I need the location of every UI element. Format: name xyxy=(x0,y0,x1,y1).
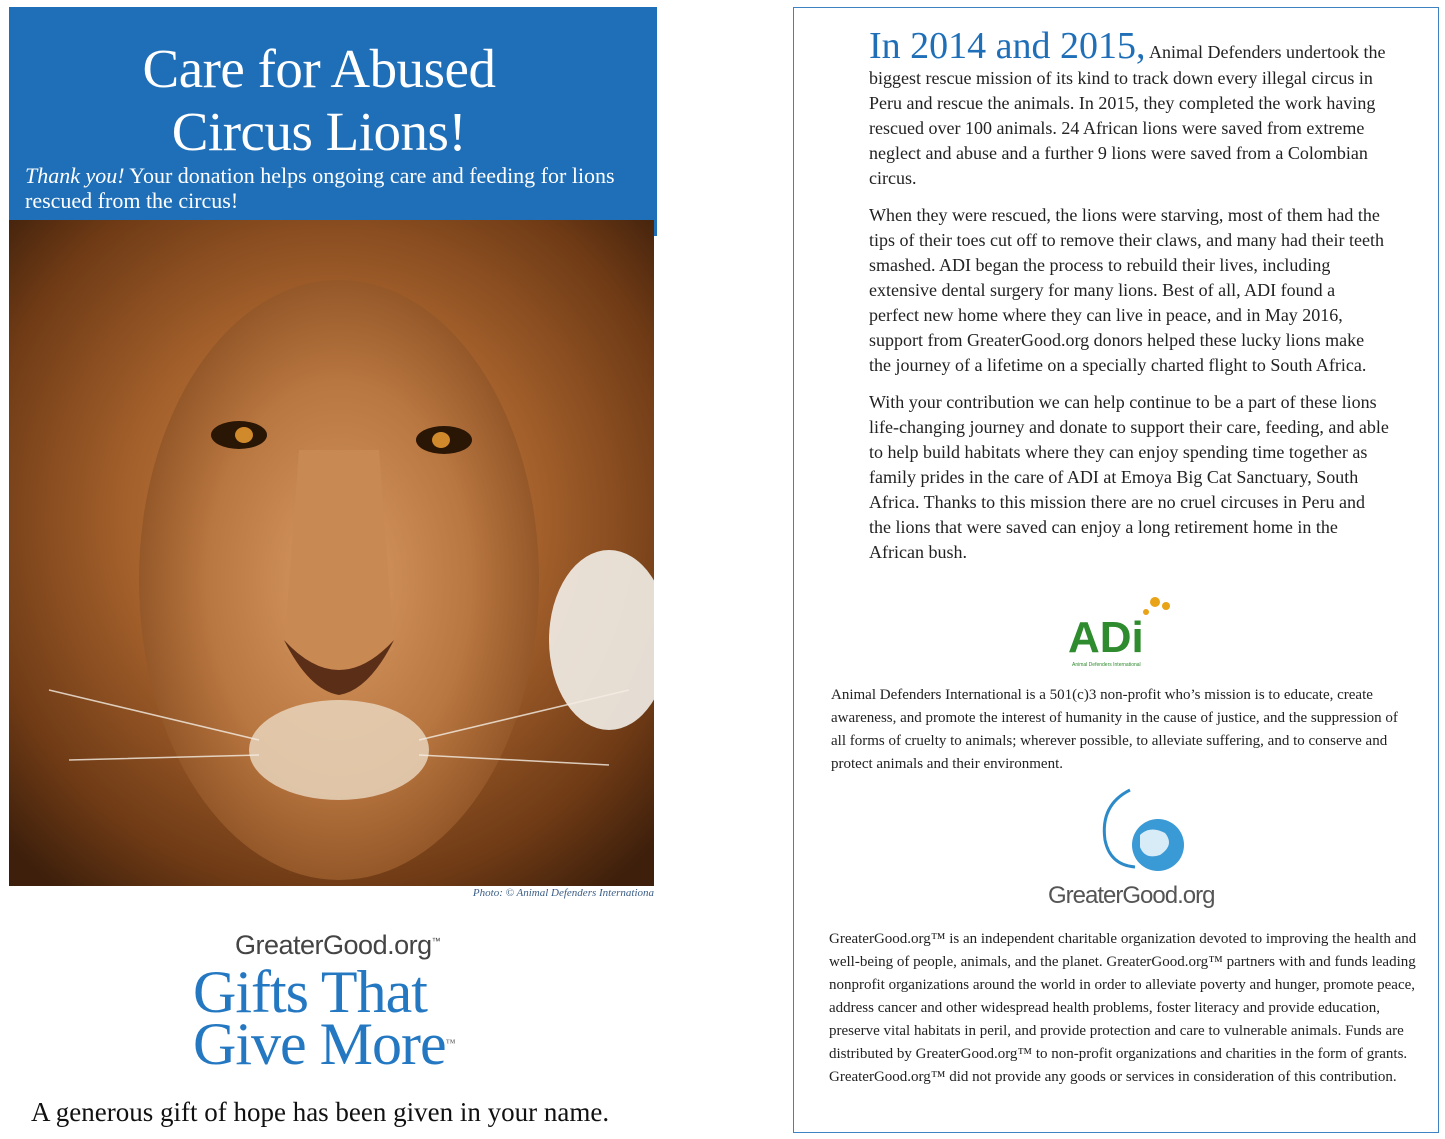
story-paragraph-2: When they were rescued, the lions were starving, most of them had the tips of their toes cut off to remove their claws, and many had their teeth smashed. ADI began the process to rebuild their lives, including extensive dental surgery for many lions. Best of all, ADI found a perfect new home where they can live in peace, and in May 2016, support from GreaterGood.org donors helped these lucky lions make the journey of a lifetime on a specially charted flight to South Africa. xyxy=(869,205,1385,375)
adi-logo xyxy=(1060,592,1180,672)
greatergood-globe-icon xyxy=(1040,785,1240,915)
story-paragraph-1 xyxy=(869,26,1389,191)
gtgm-line-2-text: Give More xyxy=(193,1011,446,1077)
gifts-that-give-more-logo xyxy=(193,959,483,1077)
lion-photo xyxy=(9,220,654,886)
adi-description: Animal Defenders International is a 501(c)3 non-profit who’s mission is to educate, create awareness, and promote the interest of humanity in the cause of justice, and the suppression of all forms of cruelty to animals; wherever possible, to alleviate suffering, and to conserve and protect animals and their environment. xyxy=(831,687,1398,772)
hope-message: A generous gift of hope has been given in your name. xyxy=(31,1097,610,1127)
gtgm-line-1: Gifts That xyxy=(193,959,427,1025)
story-text xyxy=(869,26,1389,577)
story-lead: In 2014 and 2015, xyxy=(869,25,1146,67)
gtgm-line-2 xyxy=(193,1011,483,1077)
thanks-text xyxy=(25,163,645,213)
header-banner xyxy=(9,7,657,236)
lion-image xyxy=(9,220,654,886)
greatergood-wordmark-text: GreaterGood.org xyxy=(235,930,432,960)
greatergood-wordmark xyxy=(235,930,440,961)
thanks-italic: Thank you! xyxy=(25,163,125,188)
greatergood-description: GreaterGood.org™ is an independent charitable organization devoted to improving the health and well-being of people, animals, and the planet. GreaterGood.org™ partners with and funds leading nonprofit organizations around the world in order to alleviate poverty and hunger, promote peace, address cancer and other widespread health problems, foster literacy and provide education, preserve vital habitats in peril, and provide protection and care to vulnerable animals. Funds are distributed by GreaterGood.org™ to non-profit organizations and charities in the form of grants. GreaterGood.org™ did not provide any goods or services in consideration of this contribution. xyxy=(829,931,1417,1085)
adi-logo-icon xyxy=(1060,592,1180,672)
adi-logo-subtext: Animal Defenders International xyxy=(1072,662,1141,668)
trademark-mark: ™ xyxy=(431,936,441,946)
story-paragraph-1-text: Animal Defenders undertook the biggest rescue mission of its kind to track down every illegal circus in Peru and rescue the animals. In 2015, they completed the work having rescued over 100 animals. 24 African lions were saved from extreme neglect and abuse and a further 9 lions were saved from a Colombian circus. xyxy=(869,42,1386,188)
gtgm-trademark: ™ xyxy=(445,1038,455,1049)
greatergood-logo xyxy=(1040,785,1240,915)
page-title xyxy=(9,37,629,163)
title-line-2: Circus Lions! xyxy=(171,101,467,162)
adi-logo-text: ADi xyxy=(1068,613,1144,662)
title-line-1: Care for Abused xyxy=(142,38,496,99)
photo-credit: Photo: © Animal Defenders Internationa xyxy=(472,887,654,899)
thanks-body: Your donation helps ongoing care and feeding for lions rescued from the circus! xyxy=(25,163,615,213)
story-paragraph-3: With your contribution we can help continue to be a part of these lions life-changing journey and donate to support their care, feeding, and able to help build habitats where they can enjoy spending time together as family prides in the care of ADI at Emoya Big Cat Sanctuary, South Africa. Thanks to this mission there are no cruel circuses in Peru and the lions that were saved can enjoy a long retirement home in the African bush. xyxy=(869,392,1389,562)
greatergood-logo-text: GreaterGood.org xyxy=(1048,882,1215,909)
